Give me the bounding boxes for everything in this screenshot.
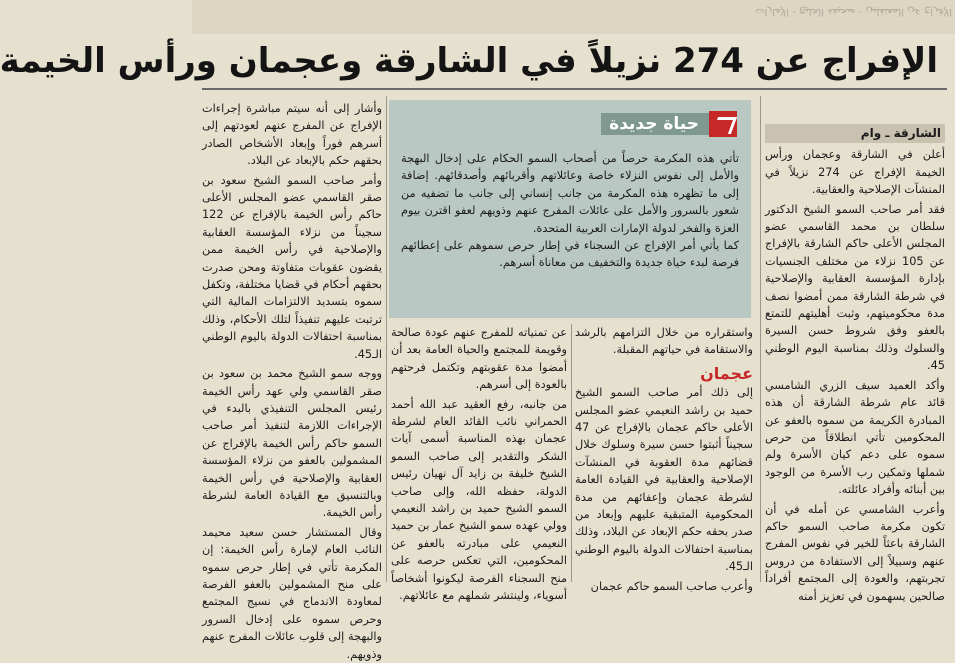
paragraph: كما يأتي أمر الإفراج عن السجناء في إطار حرص سموهم على إعطائهم فرصة لبدء حياة جديدة والتخفيف من معاناة أسرهم. bbox=[401, 239, 739, 270]
paragraph: وأعرب صاحب السمو حاكم عجمان bbox=[590, 579, 753, 593]
headline-rule bbox=[202, 88, 947, 90]
paragraph: تأتي هذه المكرمة حرصاً من أصحاب السمو الحكام على إدخال البهجة والأمل إلى نفوس النزلاء خاصة وعائلاتهم وأقربائهم وأصدقائهم. إضافة إلى ما تظهره هذه المكرمة من جانب إنساني إلى جانب ما تضفيه من شعور بالسرور والأمل على عائلات المفرج عنهم وذويهم لعفو اقترن بيوم العزة والفخر لدولة الإمارات العربية المتحدة. bbox=[401, 152, 739, 235]
paragraph: وقال المستشار حسن سعيد محيمد النائب العام لإمارة رأس الخيمة: إن المكرمة تأتي في إطار حرص سموه على منح المشمولين بالعفو الفرصة لمعاودة الاندماج في نسيج المجتمع وحرص سموه على إدخال السرور والبهجة إلى قلوب عائلات المفرج عنهم وذويهم. bbox=[202, 525, 382, 661]
paragraph: من جانبه، رفع العقيد عبد الله أحمد الحمراني نائب القائد العام لشرطة عجمان بهذه المناسبة أسمى آيات الشكر والتقدير إلى صاحب السمو الشيخ خليفة بن زايد آل نهيان رئيس الدولة، حفظه الله، وإلى صاحب السمو الشيخ حميد بن راشد النعيمي وولي عهده سمو الشيخ عمار بن حميد النعيمي على مبادرته بالعفو عن المحكومين، التي تعكس حرصه على منح السجناء الفرصة ليكونوا أشخاصاً أسوياء، ولينتشر شملهم مع عائلاتهم. bbox=[391, 397, 567, 603]
paragraph: إلى ذلك أمر صاحب السمو الشيخ حميد بن راشد النعيمي عضو المجلس الأعلى حاكم عجمان بالإفراج عن 47 سجيناً أثبتوا حسن سيرة وسلوك خلال قضائهم مدة العقوبة في المنشآت الإصلاحية والعقابية في القيادة العامة لشرطة عجمان وإعفائهم من مدة المحكومية المتبقية عليهم وإبعاد من صدر بحقه حكم الإبعاد عن البلاد، وذلك بمناسبة احتفالات الدولة باليوم الوطني الـ45. bbox=[575, 386, 753, 574]
paragraph: عن تمنياته للمفرج عنهم عودة صالحة وقويمة للمجتمع والحياة العامة بعد أن أمضوا مدة عقوبتهم وتكتمل فرحتهم بالعودة إلى أسرهم. bbox=[391, 326, 567, 392]
sidebar-body bbox=[401, 150, 739, 314]
dateline: الشارقة ـ وام bbox=[765, 124, 945, 143]
paragraph: أعلن في الشارقة وعجمان ورأس الخيمة الإفراج عن 274 نزيلاً في المنشآت الإصلاحية والعقابية. bbox=[765, 148, 945, 197]
paragraph: وأشار إلى أنه سيتم مباشرة إجراءات الإفراج عن المفرج عنهم لعودتهم إلى أسرهم فوراً وإبعاد الأشخاص الصادر بحقهم حكم بالإبعاد عن البلاد. bbox=[202, 102, 382, 168]
column-divider bbox=[760, 96, 761, 582]
article-column-4 bbox=[202, 100, 382, 661]
column-divider bbox=[571, 324, 572, 582]
column-divider bbox=[386, 96, 387, 582]
top-masthead-strip bbox=[192, 0, 955, 34]
article-column-1 bbox=[765, 124, 945, 603]
subhead-ajman: عجمان bbox=[700, 363, 753, 383]
paragraph: فقد أمر صاحب السمو الشيخ الدكتور سلطان بن محمد القاسمي عضو المجلس الأعلى حاكم الشارقة بالإفراج عن 105 نزلاء من مختلف الجنسيات بإدارة المؤسسة العقابية والإصلاحية في شرطة الشارقة ممن أمضوا نصف مدة محكوميتهم، وثبت أهليتهم للتمتع بالعفو وفق شروط حسن السيرة والسلوك وذلك بمناسبة اليوم الوطني 45. bbox=[765, 202, 945, 373]
headline: الإفراج عن 274 نزيلاً في الشارقة وعجمان ورأس الخيمة bbox=[0, 41, 938, 81]
paragraph: واستقراره من خلال التزامهم بالرشد والاستقامة في حياتهم المقبلة. bbox=[575, 326, 753, 357]
paragraph: ووجه سمو الشيخ محمد بن سعود بن صقر القاسمي ولي عهد رأس الخيمة رئيس المجلس التنفيذي بالبدء في الإجراءات اللازمة لتنفيذ أمر صاحب السمو حاكم رأس الخيمة بالإفراج عن المشمولين بالعفو من نزلاء المؤسسة العقابية والإصلاحية في رأس الخيمة وبالتنسيق مع القيادة العامة لشرطة رأس الخيمة. bbox=[202, 367, 382, 520]
sidebar-box bbox=[389, 100, 751, 318]
article-column-2 bbox=[575, 324, 753, 593]
sidebar-title: حياة جديدة bbox=[601, 113, 709, 135]
paragraph: وأعرب الشامسي عن أمله في أن تكون مكرمة صاحب السمو حاكم الشارقة باعثاً للخير في نفوس المفرج عنهم وسبيلاً إلى الاستفادة من دروس تجربتهم، والعودة إلى المجتمع أفراداً صالحين يسهمون في تعزيز أمنه bbox=[765, 502, 945, 603]
sidebar-logo-icon bbox=[709, 111, 737, 137]
paragraph: وأكد العميد سيف الزري الشامسي قائد عام شرطة الشارقة أن هذه المبادرة الكريمة من سموه بالعفو عن المحكومين تأتي انطلاقاً من حرص سموه على دعم كيان الأسرة ولم شملها وتمكين رب الأسرة من الوجود بين أبنائه وأفراد عائلته. bbox=[765, 378, 945, 497]
bleed-through-text: الإفراج عن المعتقلين - صحيفة الخليج - الإمارات bbox=[755, 6, 952, 17]
paragraph: وأمر صاحب السمو الشيخ سعود بن صقر القاسمي عضو المجلس الأعلى حاكم رأس الخيمة بالإفراج عن 122 سجيناً من نزلاء المؤسسة العقابية والإصلاحية في رأس الخيمة ممن يقضون عقوبات متفاوتة ومحن صدرت بحقهم أحكام في قضايا مختلفة، وتكفل سموه بتسديد الالتزامات المالية التي ترتبت عليهم تنفيذاً لتلك الأحكام، وذلك بمناسبة احتفالات الدولة باليوم الوطني الـ45. bbox=[202, 173, 382, 361]
article-column-3 bbox=[391, 324, 567, 603]
sidebar-header bbox=[601, 110, 737, 138]
